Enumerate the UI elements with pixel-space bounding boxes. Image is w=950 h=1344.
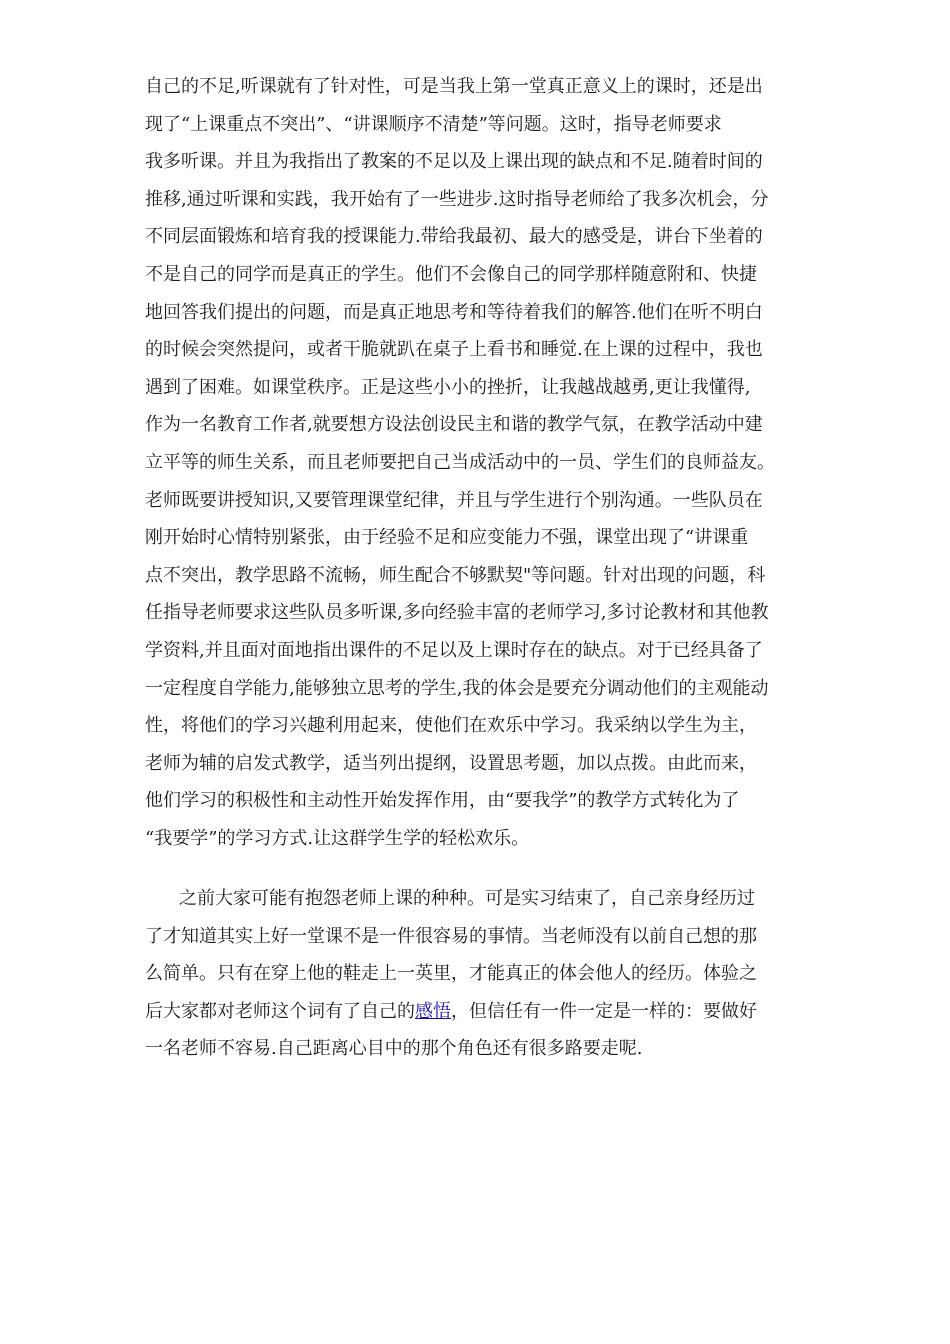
paragraph-line: 任指导老师要求这些队员多听课,多向经验丰富的老师学习,多讨论教材和其他教 xyxy=(145,602,769,624)
paragraph-line: 他们学习的积极性和主动性开始发挥作用，由“要我学”的教学方式转化为了 xyxy=(145,790,740,812)
paragraph-line: 一名老师不容易.自己距离心目中的那个角色还有很多路要走呢. xyxy=(145,1038,643,1060)
paragraph-line: 学资料,并且面对面地指出课件的不足以及上课时存在的缺点。对于已经具备了 xyxy=(145,639,763,661)
text-segment: 后大家都对老师这个词有了自己的 xyxy=(145,1000,415,1022)
paragraph-line: 现了“上课重点不突出”、“讲课顺序不清楚”等问题。这时，指导老师要求 xyxy=(145,113,722,135)
ganwu-link[interactable]: 感悟 xyxy=(415,1000,451,1022)
paragraph-line: 自己的不足,听课就有了针对性，可是当我上第一堂真正意义上的课时，还是出 xyxy=(145,76,763,97)
paragraph-line: 老师既要讲授知识,又要管理课堂纪律，并且与学生进行个别沟通。一些队员在 xyxy=(145,489,763,511)
paragraph-line: 点不突出，教学思路不流畅，师生配合不够默契"等问题。针对出现的问题，科 xyxy=(145,564,766,586)
paragraph-line: 么简单。只有在穿上他的鞋走上一英里，才能真正的体会他人的经历。体验之 xyxy=(145,963,757,985)
paragraph-line: “我要学”的学习方式.让这群学生学的轻松欢乐。 xyxy=(145,827,530,849)
paragraph-line: 遇到了困难。如课堂秩序。正是这些小小的挫折，让我越战越勇,更让我懂得, xyxy=(145,376,751,398)
paragraph-line: 立平等的师生关系，而且老师要把自己当成活动中的一员、学生们的良师益友。 xyxy=(145,451,775,473)
text-segment: ，但信任有一件一定是一样的：要做好 xyxy=(451,1000,757,1022)
paragraph-line: 了才知道其实上好一堂课不是一件很容易的事情。当老师没有以前自己想的那 xyxy=(145,925,757,947)
paragraph-line: 性，将他们的学习兴趣利用起来，使他们在欢乐中学习。我采纳以学生为主， xyxy=(145,715,757,737)
paragraph-line: 地回答我们提出的问题，而是真正地思考和等待着我们的解答.他们在听不明白 xyxy=(145,301,763,323)
paragraph-line: 我多听课。并且为我指出了教案的不足以及上课出现的缺点和不足.随着时间的 xyxy=(145,151,763,173)
paragraph-line: 作为一名教育工作者,就要想方设法创设民主和谐的教学气氛，在教学活动中建 xyxy=(145,414,763,436)
paragraph-line: 之前大家可能有抱怨老师上课的种种。可是实习结束了，自己亲身经历过 xyxy=(179,888,755,909)
paragraph-line: 不是自己的同学而是真正的学生。他们不会像自己的同学那样随意附和、快捷 xyxy=(145,263,757,285)
paragraph-line: 的时候会突然提问，或者干脆就趴在桌子上看书和睡觉.在上课的过程中，我也 xyxy=(145,339,763,361)
paragraph-line: 不同层面锻炼和培育我的授课能力.带给我最初、最大的感受是，讲台下坐着的 xyxy=(145,226,763,248)
paragraph-teaching-experience xyxy=(145,68,825,857)
paragraph-line: 刚开始时心情特别紧张，由于经验不足和应变能力不强，课堂出现了“讲课重 xyxy=(145,527,749,549)
paragraph-line: 推移,通过听课和实践，我开始有了一些进步.这时指导老师给了我多次机会，分 xyxy=(145,188,769,210)
paragraph-conclusion xyxy=(145,880,825,1068)
paragraph-line: 老师为辅的启发式教学，适当列出提纲，设置思考题，加以点拨。由此而来， xyxy=(145,752,757,774)
paragraph-line: 一定程度自学能力,能够独立思考的学生,我的体会是要充分调动他们的主观能动 xyxy=(145,677,769,699)
paragraph-line-with-link xyxy=(145,993,825,1031)
